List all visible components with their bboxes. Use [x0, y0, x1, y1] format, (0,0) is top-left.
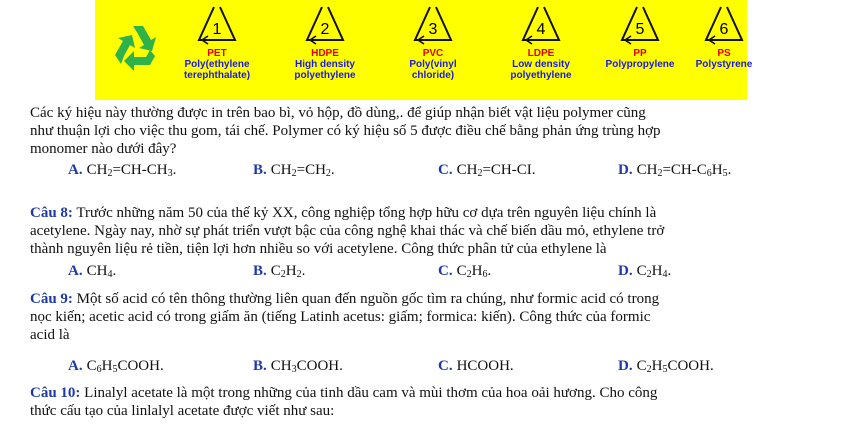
recycle-triangle-icon: [410, 2, 456, 46]
code-number: 3: [428, 21, 438, 38]
polymer-abbr: PVC: [422, 48, 444, 59]
q9-option-d: [618, 357, 714, 375]
q9-option-b: [253, 357, 343, 375]
recycle-triangle-icon: [518, 2, 564, 46]
recycle-icon: [109, 20, 165, 76]
option-letter: C.: [438, 358, 453, 374]
resin-code-3: [385, 2, 481, 81]
option-text: $C_2H_5COOH$.: [636, 358, 714, 375]
q7-option-d: [618, 161, 731, 179]
q9-option-a: [68, 357, 164, 375]
option-letter: A.: [68, 263, 83, 279]
q8-option-b: [253, 262, 305, 280]
q8-line-3: thành nguyên liệu rẻ tiền, tiện lợi hơn nhiều so với acetylene. Công thức phân tử của ethylene là: [30, 241, 607, 257]
recycle-triangle-icon: [302, 2, 348, 46]
polymer-name: Poly(vinyl: [409, 59, 457, 70]
polymer-name: polyethylene: [510, 70, 572, 81]
code-number: 5: [635, 21, 645, 38]
resin-code-2: [277, 2, 373, 81]
option-text: $CH_3COOH$.: [270, 358, 343, 375]
resin-code-4: [493, 2, 589, 81]
polymer-name: terephthalate): [183, 70, 251, 81]
code-number: 2: [320, 21, 330, 38]
code-number: 1: [212, 21, 222, 38]
polymer-name: chloride): [411, 70, 455, 81]
q8-line-2: acetylene. Ngày nay, nhờ sự phát triển vượt bậc của công nghệ khai thác và chế biến dầu mỏ, ethylene trở: [30, 223, 665, 239]
option-text: $CH_2=CH-CH_3$.: [86, 162, 177, 179]
recycling-codes-banner: [95, 0, 753, 100]
question-label: Câu 8:: [30, 205, 73, 221]
option-letter: B.: [253, 263, 267, 279]
option-text: $C_2H_6$.: [456, 263, 492, 280]
question-label: Câu 9:: [30, 291, 73, 307]
polymer-abbr: HDPE: [311, 48, 339, 59]
option-text: HCOOH.: [456, 358, 514, 374]
polymer-name: High density: [294, 59, 355, 70]
q9-line-2: nọc kiến; acetic acid có trong giấm ăn (tiếng Latinh acetus: giấm; formica: kiến). Công thức của formic: [30, 309, 651, 325]
question-label: Câu 10:: [30, 385, 81, 401]
q10-line-2: thức cấu tạo của linlalyl acetate được viết như sau:: [30, 403, 335, 419]
recycle-triangle-icon: [617, 2, 663, 46]
polymer-abbr: LDPE: [527, 48, 555, 59]
option-letter: D.: [618, 358, 633, 374]
option-text: $C_2H_2$.: [270, 263, 306, 280]
code-number: 4: [536, 21, 546, 38]
intro-line-2: như thuận lợi cho việc thu gom, tái chế. Polymer có ký hiệu số 5 được điều chế bằng phản ứng trùng hợp: [30, 123, 661, 139]
polymer-abbr: PP: [633, 48, 647, 59]
option-text: $C_6H_5COOH$.: [86, 358, 164, 375]
resin-code-5: [592, 2, 688, 70]
resin-code-1: [169, 2, 265, 81]
q9-option-c: [438, 357, 514, 375]
q9-line-3: acid là: [30, 327, 70, 343]
q8-option-c: [438, 262, 491, 280]
option-letter: B.: [253, 358, 267, 374]
polymer-name: Low density: [512, 59, 570, 70]
q8-line-1: [30, 204, 656, 222]
option-text: $CH_2=CH_2$.: [270, 162, 335, 179]
resin-code-6: [676, 2, 772, 70]
q10-line-1: [30, 384, 657, 402]
option-text: $C_2H_4$.: [636, 263, 672, 280]
polymer-name: Polypropylene: [605, 59, 675, 70]
option-letter: C.: [438, 263, 453, 279]
q9-line-1: [30, 290, 659, 308]
polymer-abbr: PET: [207, 48, 227, 59]
q7-option-a: [68, 161, 176, 179]
polymer-name: Polystyrene: [695, 59, 753, 70]
polymer-name: polyethylene: [294, 70, 356, 81]
option-letter: D.: [618, 263, 633, 279]
option-text: $CH_2=CH-CI$.: [456, 162, 536, 179]
option-letter: D.: [618, 162, 633, 178]
question-text: Linalyl acetate là một trong những của tinh dầu cam và mùi thơm của hoa oải hương. Cho công: [80, 385, 658, 401]
polymer-name: Poly(ethylene: [184, 59, 250, 70]
q8-option-d: [618, 262, 671, 280]
code-number: 6: [719, 21, 729, 38]
recycle-triangle-icon: [194, 2, 240, 46]
option-letter: C.: [438, 162, 453, 178]
intro-line-1: Các ký hiệu này thường được in trên bao bì, vỏ hộp, đồ dùng,. để giúp nhận biết vật liệu polymer cũng: [30, 105, 646, 121]
option-letter: A.: [68, 358, 83, 374]
q8-option-a: [68, 262, 116, 280]
option-letter: A.: [68, 162, 83, 178]
option-text: $CH_2=CH-C_6H_5$.: [636, 162, 732, 179]
option-text: $CH_4$.: [86, 263, 117, 280]
polymer-abbr: PS: [717, 48, 731, 59]
option-letter: B.: [253, 162, 267, 178]
recycle-triangle-icon: [701, 2, 747, 46]
question-text: Trước những năm 50 của thế kỷ XX, công nghiệp tổng hợp hữu cơ dựa trên nguyên liệu chính là: [72, 205, 657, 221]
question-text: Một số acid có tên thông thường liên quan đến nguồn gốc tìm ra chúng, như formic acid có trong: [72, 291, 660, 307]
q7-option-c: [438, 161, 535, 179]
intro-line-3: monomer nào dưới đây?: [30, 141, 177, 157]
q7-option-b: [253, 161, 335, 179]
